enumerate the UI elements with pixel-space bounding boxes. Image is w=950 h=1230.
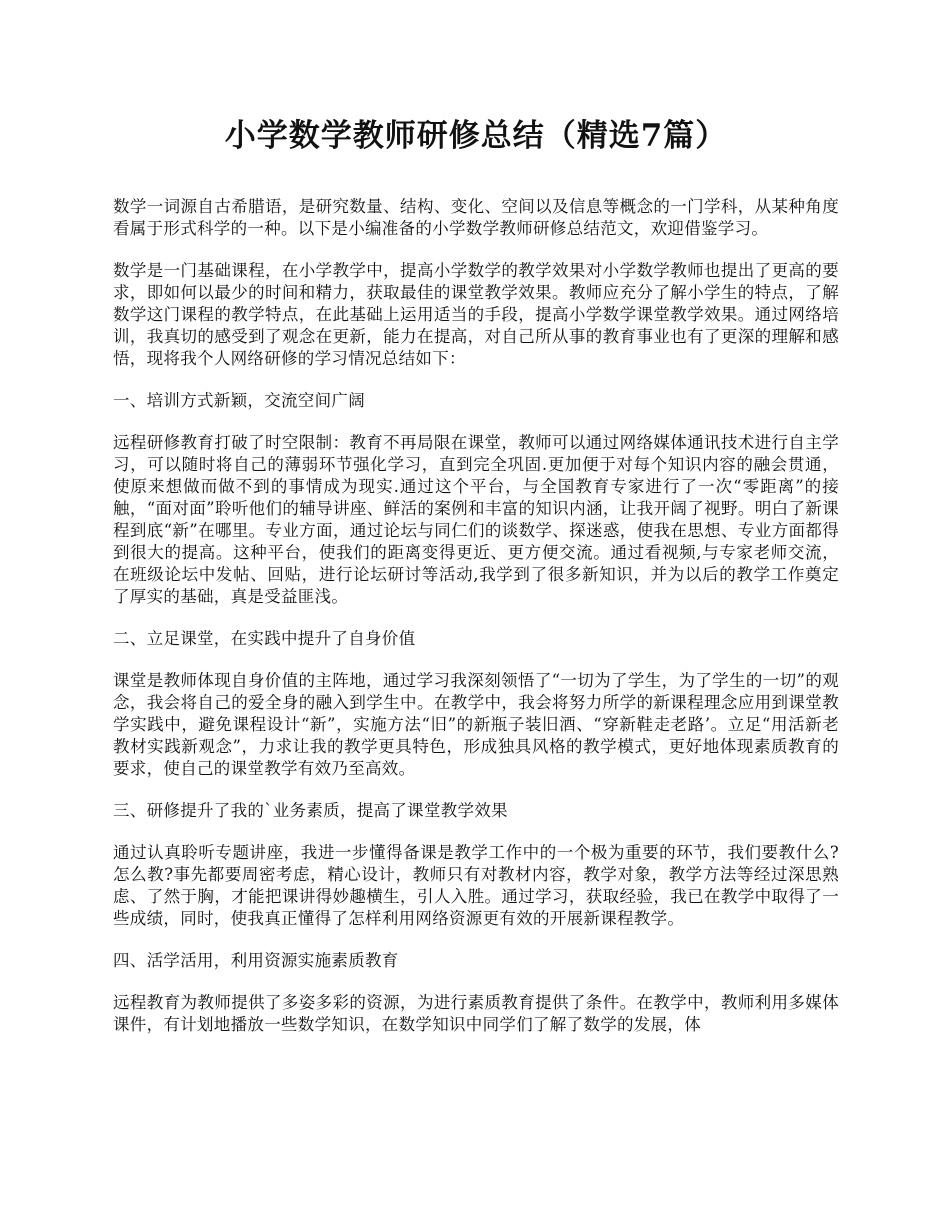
body-paragraph-3: 课堂是教师体现自身价值的主阵地，通过学习我深刻领悟了“一切为了学生，为了学生的一切”的观念，我会将自己的爱全身的融入到学生中。在教学中，我会将努力所学的新课程理念应用到课堂教学实践中，避免课程设计“新”，实施方法“旧”的新瓶子装旧酒、“穿新鞋走老路’。立足“用活新老教材实践新观念”，力求让我的教学更具特色，形成独具风格的教学模式，更好地体现素质教育的要求，使自己的课堂教学有效乃至高效。 [113, 671, 839, 778]
intro-paragraph: 数学一词源自古希腊语，是研究数量、结构、变化、空间以及信息等概念的一门学科，从某种角度看属于形式科学的一种。以下是小编准备的小学数学教师研修总结范文，欢迎借鉴学习。 [113, 197, 839, 238]
document-page [113, 112, 839, 1056]
section-heading-3: 三、研修提升了我的`业务素质，提高了课堂教学效果 [113, 801, 508, 820]
body-paragraph-5: 远程教育为教师提供了多姿多彩的资源，为进行素质教育提供了条件。在教学中，教师利用多媒体课件，有计划地播放一些数学知识，在数学知识中同学们了解了数学的发展，体 [113, 993, 839, 1034]
section-heading-2: 二、立足课堂，在实践中提升了自身价值 [113, 629, 416, 648]
document-title: 小学数学教师研修总结（精选7篇） [224, 118, 728, 154]
body-paragraph-2: 远程研修教育打破了时空限制：教育不再局限在课堂，教师可以通过网络媒体通讯技术进行自主学习，可以随时将自己的薄弱环节强化学习，直到完全巩固.更加便于对每个知识内容的融会贯通，使原来想做而做不到的事情成为现实.通过这个平台，与全国教育专家进行了一次“零距离”的接触，“面对面”聆听他们的辅导讲座、鲜活的案例和丰富的知识内涵，让我开阔了视野。明白了新课程到底“新”在哪里。专业方面，通过论坛与同仁们的谈数学、探迷惑，使我在思想、专业方面都得到很大的提高。这种平台，使我们的距离变得更近、更方便交流。通过看视频,与专家老师交流，在班级论坛中发帖、回贴，进行论坛研讨等活动,我学到了很多新知识，并为以后的教学工作奠定了厚实的基础，真是受益匪浅。 [113, 433, 839, 606]
body-paragraph-4: 通过认真聆听专题讲座，我进一步懂得备课是教学工作中的一个极为重要的环节，我们要教什么?怎么教?事先都要周密考虑，精心设计，教师只有对教材内容，教学对象，教学方法等经过深思熟虑、了然于胸，才能把课讲得妙趣横生，引人入胜。通过学习，获取经验，我已在教学中取得了一些成绩，同时，使我真正懂得了怎样利用网络资源更有效的开展新课程教学。 [113, 843, 839, 928]
section-heading-4: 四、活学活用，利用资源实施素质教育 [113, 951, 399, 970]
body-paragraph-1: 数学是一门基础课程，在小学教学中，提高小学数学的教学效果对小学数学教师也提出了更高的要求，即如何以最少的时间和精力，获取最佳的课堂教学效果。教师应充分了解小学生的特点，了解数学这门课程的教学特点，在此基础上运用适当的手段，提高小学数学课堂教学效果。通过网络培训，我真切的感受到了观念在更新，能力在提高，对自己所从事的教育事业也有了更深的理解和感悟，现将我个人网络研修的学习情况总结如下： [113, 261, 839, 368]
section-heading-1: 一、培训方式新颖，交流空间广阔 [113, 391, 365, 410]
